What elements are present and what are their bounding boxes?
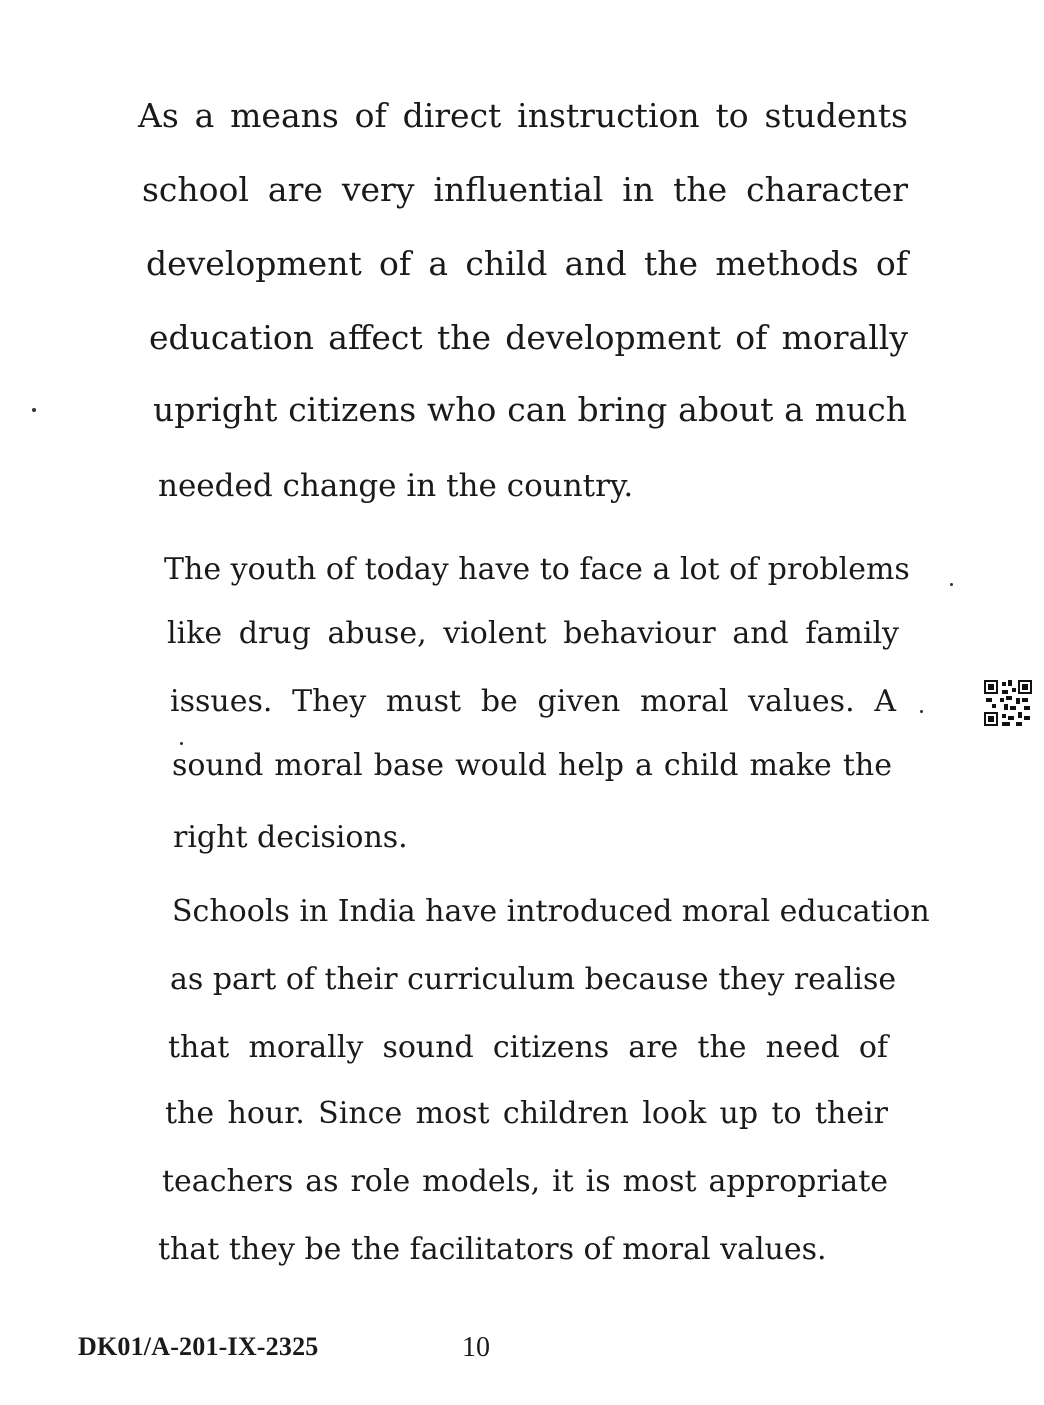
paragraph-line: development of a child and the methods of	[146, 244, 908, 283]
paragraph-line: school are very influential in the character	[142, 170, 908, 209]
scan-speck	[180, 742, 183, 745]
paragraph-line: issues. They must be given moral values. A	[170, 684, 896, 719]
paragraph-line: upright citizens who can bring about a much	[153, 390, 907, 429]
paragraph-line: education affect the development of morally	[149, 318, 908, 357]
paragraph-line: Schools in India have introduced moral education	[172, 894, 930, 929]
paragraph-line: teachers as role models, it is most appropriate	[162, 1164, 888, 1199]
scan-speck	[32, 408, 36, 412]
document-code: DK01/A-201-IX-2325	[78, 1332, 319, 1361]
scan-speck	[920, 710, 923, 713]
paragraph-line: that they be the facilitators of moral values.	[158, 1232, 827, 1267]
scan-speck	[950, 583, 953, 586]
paragraph-line: needed change in the country.	[158, 468, 634, 504]
paragraph-line: that morally sound citizens are the need of	[168, 1030, 888, 1065]
paragraph-line: as part of their curriculum because they realise	[170, 962, 897, 997]
paragraph-line: sound moral base would help a child make the	[172, 748, 892, 783]
paragraph-line: the hour. Since most children look up to their	[165, 1096, 888, 1131]
paragraph-line: As a means of direct instruction to students	[138, 96, 908, 135]
page-number: 10	[462, 1332, 490, 1363]
paragraph-line: like drug abuse, violent behaviour and family	[167, 616, 899, 651]
paragraph-line: The youth of today have to face a lot of problems	[164, 552, 910, 587]
qr-code-icon	[984, 680, 1032, 726]
paragraph-line: right decisions.	[173, 820, 408, 855]
